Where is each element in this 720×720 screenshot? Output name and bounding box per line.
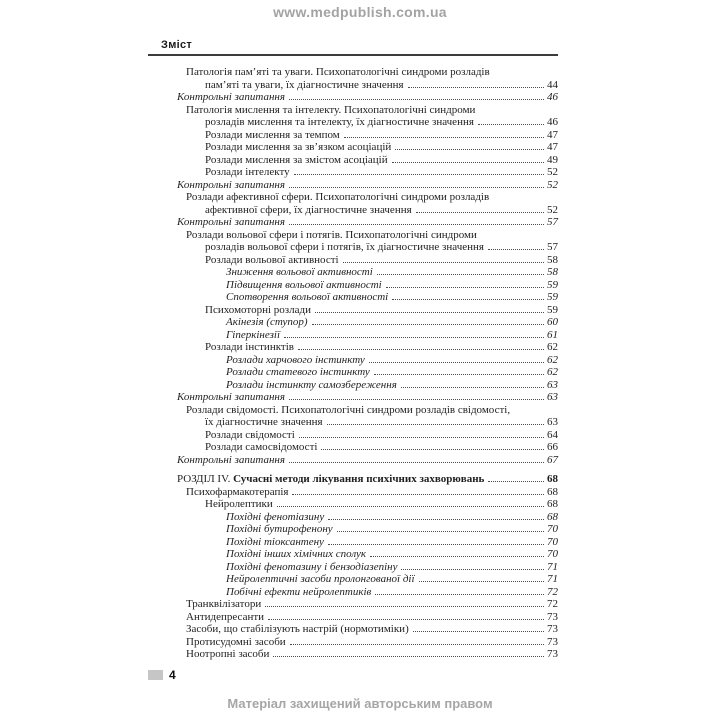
toc-leader-dots xyxy=(268,619,544,620)
toc-entry-title: Розлади свідомості. Психопатологічні синдроми розладів свідомості, xyxy=(186,403,511,416)
toc-leader-dots xyxy=(298,349,544,350)
toc-leader-dots xyxy=(315,312,544,313)
toc-leader-dots xyxy=(419,581,544,582)
toc-page-number: 61 xyxy=(547,328,558,341)
toc-entry xyxy=(148,66,558,79)
toc-entry xyxy=(148,179,558,192)
toc-entry xyxy=(148,329,558,342)
toc-leader-dots xyxy=(386,287,544,288)
copyright-notice: Матеріал захищений авторським правом xyxy=(227,696,493,711)
toc-leader-dots xyxy=(343,262,544,263)
toc-entry-title: Транквілізатори xyxy=(186,598,262,610)
toc-entry-title xyxy=(177,473,484,486)
toc-page-number: 49 xyxy=(547,153,558,166)
toc-page-number: 73 xyxy=(547,610,558,623)
toc-entry-title: Розлади вольової сфери і потягів. Психопатологічні синдроми xyxy=(186,228,477,241)
toc-leader-dots xyxy=(312,324,544,325)
toc-leader-dots xyxy=(478,124,544,125)
toc-entry xyxy=(148,523,558,536)
toc-entry xyxy=(148,304,558,317)
toc-chapter-title: Сучасні методи лікування психічних захворювань xyxy=(233,473,485,485)
toc-entry-title: їх діагностичне значення xyxy=(205,416,323,428)
toc-entry xyxy=(148,498,558,511)
toc-leader-dots xyxy=(289,224,544,225)
toc-entry xyxy=(148,404,558,417)
toc-page-number: 52 xyxy=(547,203,558,216)
toc-entry-title: Зниження вольової активності xyxy=(226,266,373,278)
toc-entry xyxy=(148,441,558,454)
toc-page-number: 70 xyxy=(547,523,558,535)
toc-entry-title: Розлади мислення за зв’язком асоціацій xyxy=(205,141,392,153)
toc-entry-title: Похідні фенотіазину xyxy=(226,510,325,523)
toc-page-number: 67 xyxy=(547,453,558,466)
toc-entry-title: Контрольні запитання xyxy=(177,178,285,191)
toc-entry-title: Засоби, що стабілізують настрій (нормотиміки) xyxy=(186,623,409,635)
toc-entry xyxy=(148,266,558,279)
toc-page-number: 46 xyxy=(547,116,558,128)
toc-page-number: 63 xyxy=(547,391,558,403)
toc-entry xyxy=(148,536,558,549)
toc-entry-title: Розлади інтелекту xyxy=(205,166,290,178)
toc-entry-title: Розлади мислення за змістом асоціацій xyxy=(205,153,388,166)
toc-leader-dots xyxy=(289,187,544,188)
toc-leader-dots xyxy=(392,162,544,163)
toc-chapter-prefix: РОЗДІЛ IV. xyxy=(177,473,234,485)
toc-page-number: 72 xyxy=(547,598,558,610)
toc-leader-dots xyxy=(416,212,544,213)
toc-leader-dots xyxy=(401,387,544,388)
toc-entry xyxy=(148,611,558,624)
toc-page-number: 62 xyxy=(547,353,558,366)
toc-page-number: 72 xyxy=(547,585,558,598)
toc-page-number: 73 xyxy=(547,648,558,660)
toc-entry xyxy=(148,191,558,204)
toc-entry-title: Розлади харчового інстинкту xyxy=(226,353,365,366)
toc-entry xyxy=(148,586,558,599)
toc-page-number: 68 xyxy=(547,473,558,485)
page-footer xyxy=(148,668,176,682)
toc-entry-title: розладів мислення та інтелекту, їх діагностичне значення xyxy=(205,116,474,128)
toc-leader-dots xyxy=(374,374,544,375)
toc-entry xyxy=(148,129,558,142)
toc-entry-title: Похідні бутирофенону xyxy=(226,523,333,535)
toc-entry-title: Розлади вольової активності xyxy=(205,253,339,266)
toc-leader-dots xyxy=(284,337,544,338)
toc-entry xyxy=(148,561,558,574)
toc-entry-title: Розлади афективної сфери. Психопатологічні синдроми розладів xyxy=(186,191,490,203)
toc-page-number: 70 xyxy=(547,548,558,560)
toc-entry xyxy=(148,548,558,561)
toc-page-number: 59 xyxy=(547,278,558,291)
toc-page-number: 71 xyxy=(547,573,558,585)
toc-leader-dots xyxy=(327,424,544,425)
toc-leader-dots xyxy=(294,174,544,175)
toc-entry-title: Ноотропні засоби xyxy=(186,648,270,660)
toc-entry-title: Похідні фенотазину і бензодіазепіну xyxy=(226,560,398,573)
toc-leader-dots xyxy=(299,437,544,438)
toc-entry-title: Розлади мислення за темпом xyxy=(205,128,340,141)
toc-page-number: 63 xyxy=(547,416,558,428)
toc-entry xyxy=(148,648,558,661)
toc-page-number: 52 xyxy=(547,178,558,191)
toc-page-number: 59 xyxy=(547,303,558,316)
toc-leader-dots xyxy=(277,506,544,507)
toc-page-number: 62 xyxy=(547,366,558,378)
toc-entry xyxy=(148,154,558,167)
toc-leader-dots xyxy=(292,494,544,495)
toc-leader-dots xyxy=(401,569,544,570)
toc-entry-title: розладів вольової сфери і потягів, їх діагностичне значення xyxy=(205,241,484,253)
page-number: 4 xyxy=(169,668,176,682)
toc-page-number: 68 xyxy=(547,510,558,523)
toc-entry xyxy=(148,454,558,467)
toc-page-number: 57 xyxy=(547,216,558,228)
toc-entry xyxy=(148,166,558,179)
toc-entry-title: Протисудомні засоби xyxy=(186,635,286,648)
toc-page-number: 58 xyxy=(547,253,558,266)
toc-entry-title: Контрольні запитання xyxy=(177,453,285,466)
toc-entry xyxy=(148,204,558,217)
toc-page-number: 58 xyxy=(547,266,558,278)
toc-entry xyxy=(148,366,558,379)
toc-entry-title: Патологія мислення та інтелекту. Психопатологічні синдроми xyxy=(186,103,476,116)
toc-entry-title: Гіперкінезії xyxy=(226,328,280,341)
toc-leader-dots xyxy=(369,362,544,363)
toc-page-number: 70 xyxy=(547,535,558,548)
toc-entry-title: Контрольні запитання xyxy=(177,91,285,103)
toc-entry-title: Розлади самосвідомості xyxy=(205,441,318,453)
toc-leader-dots xyxy=(344,137,544,138)
toc-entry xyxy=(148,354,558,367)
toc-entry-title: Нейролептики xyxy=(205,498,273,510)
toc-entry-title: Патологія пам’яті та уваги. Психопатологічні синдроми розладів xyxy=(186,66,490,78)
toc-entry xyxy=(148,379,558,392)
toc-entry xyxy=(148,229,558,242)
toc-page-number: 64 xyxy=(547,428,558,441)
toc-entry xyxy=(148,511,558,524)
toc-entry-title: Нейролептичні засоби пролонгованої дії xyxy=(226,573,415,585)
table-of-contents xyxy=(148,66,558,661)
toc-entry-title: Антидепресанти xyxy=(186,610,265,623)
toc-leader-dots xyxy=(265,606,544,607)
toc-entry-title: Розлади інстинктів xyxy=(205,341,294,353)
toc-leader-dots xyxy=(273,656,544,657)
toc-entry xyxy=(148,254,558,267)
toc-page-number: 71 xyxy=(547,560,558,573)
toc-entry xyxy=(148,416,558,429)
toc-entry xyxy=(148,623,558,636)
toc-entry xyxy=(148,116,558,129)
watermark-site-url: www.medpublish.com.ua xyxy=(273,4,447,20)
toc-leader-dots xyxy=(488,249,544,250)
toc-entry xyxy=(148,104,558,117)
toc-leader-dots xyxy=(328,519,544,520)
toc-leader-dots xyxy=(328,544,544,545)
toc-entry-title: Розлади інстинкту самозбереження xyxy=(226,378,397,391)
toc-page-number: 59 xyxy=(547,291,558,303)
toc-entry xyxy=(148,573,558,586)
toc-entry-title: Психофармакотерапія xyxy=(186,485,289,498)
toc-leader-dots xyxy=(392,299,544,300)
toc-entry xyxy=(148,429,558,442)
toc-entry-title: Підвищення вольової активності xyxy=(226,278,382,291)
toc-leader-dots xyxy=(370,556,544,557)
toc-entry-title: Акінезія (ступор) xyxy=(226,316,308,328)
toc-entry xyxy=(148,391,558,404)
toc-page-number: 46 xyxy=(547,91,558,103)
toc-entry xyxy=(148,341,558,354)
toc-leader-dots xyxy=(290,644,544,645)
toc-entry-title: Похідні тіоксантену xyxy=(226,535,324,548)
toc-entry xyxy=(148,241,558,254)
toc-page-number: 60 xyxy=(547,316,558,328)
toc-page-number: 57 xyxy=(547,241,558,253)
toc-page-number: 44 xyxy=(547,78,558,91)
header-rule xyxy=(148,54,558,56)
toc-leader-dots xyxy=(289,99,544,100)
toc-page-number: 66 xyxy=(547,441,558,453)
toc-leader-dots xyxy=(408,87,544,88)
toc-page-number: 73 xyxy=(547,635,558,648)
toc-entry-title: Розлади свідомості xyxy=(205,428,295,441)
toc-leader-dots xyxy=(289,462,544,463)
toc-entry xyxy=(148,141,558,154)
toc-entry-title: Побічні ефекти нейролептиків xyxy=(226,585,372,598)
toc-leader-dots xyxy=(321,449,544,450)
toc-page-number: 47 xyxy=(547,141,558,153)
toc-entry-title: Розлади статевого інстинкту xyxy=(226,366,370,378)
toc-entry-title: Контрольні запитання xyxy=(177,216,285,228)
toc-entry xyxy=(148,473,558,486)
toc-page-number: 52 xyxy=(547,166,558,178)
toc-entry xyxy=(148,486,558,499)
toc-leader-dots xyxy=(413,631,544,632)
page-number-marker xyxy=(148,670,163,680)
toc-leader-dots xyxy=(488,481,544,482)
toc-leader-dots xyxy=(377,274,544,275)
toc-entry-title: Психомоторні розлади xyxy=(205,303,311,316)
toc-entry xyxy=(148,636,558,649)
toc-leader-dots xyxy=(289,399,544,400)
running-header-title: Зміст xyxy=(161,39,193,51)
toc-page-number: 63 xyxy=(547,378,558,391)
toc-entry xyxy=(148,316,558,329)
toc-entry xyxy=(148,291,558,304)
toc-page-number: 68 xyxy=(547,498,558,510)
toc-page-number: 73 xyxy=(547,623,558,635)
toc-page-number: 62 xyxy=(547,341,558,353)
toc-entry xyxy=(148,216,558,229)
toc-entry xyxy=(148,79,558,92)
toc-leader-dots xyxy=(375,594,544,595)
toc-entry-title: афективної сфери, їх діагностичне значення xyxy=(205,203,412,216)
toc-entry xyxy=(148,598,558,611)
toc-entry-title: пам’яті та уваги, їх діагностичне значення xyxy=(205,78,404,91)
toc-leader-dots xyxy=(395,149,544,150)
toc-entry-title: Похідні інших хімічних сполук xyxy=(226,548,367,560)
toc-entry xyxy=(148,279,558,292)
toc-entry-title: Контрольні запитання xyxy=(177,391,285,403)
toc-page-number: 47 xyxy=(547,128,558,141)
toc-page-number: 68 xyxy=(547,485,558,498)
toc-entry xyxy=(148,91,558,104)
toc-leader-dots xyxy=(337,531,544,532)
toc-entry-title: Спотворення вольової активності xyxy=(226,291,389,303)
